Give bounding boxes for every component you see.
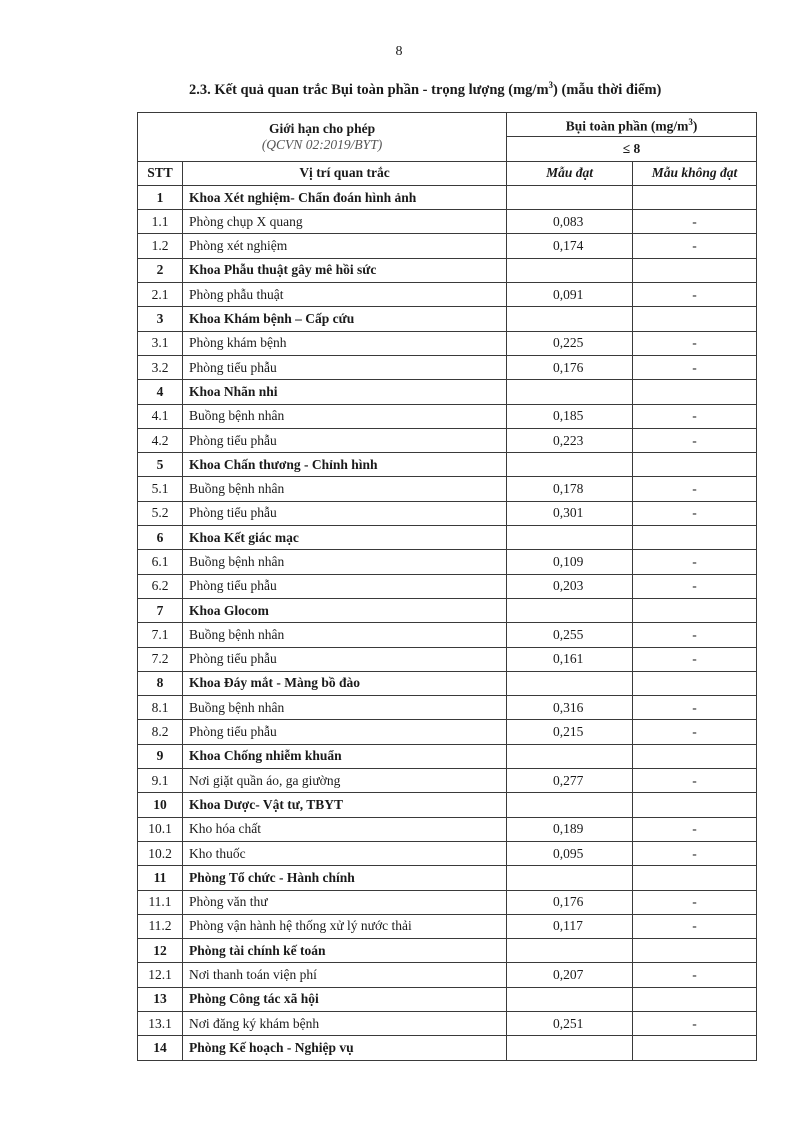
table-body [138, 113, 757, 1061]
location-cell: Nơi giặt quần áo, ga giường [183, 769, 507, 793]
stt-cell: 8.2 [138, 720, 183, 744]
stt-cell: 6.2 [138, 574, 183, 598]
pass-value-cell [507, 744, 633, 768]
table-row [138, 404, 757, 428]
stt-cell: 3.1 [138, 331, 183, 355]
location-cell: Khoa Dược- Vật tư, TBYT [183, 793, 507, 817]
pass-value-cell [507, 380, 633, 404]
fail-value-cell: - [633, 283, 757, 307]
fail-value-cell: - [633, 890, 757, 914]
fail-value-cell: - [633, 914, 757, 938]
fail-value-cell [633, 744, 757, 768]
fail-value-cell [633, 307, 757, 331]
stt-cell: 10.1 [138, 817, 183, 841]
stt-cell: 3 [138, 307, 183, 331]
table-group-row [138, 380, 757, 404]
location-cell: Phòng tiểu phẫu [183, 720, 507, 744]
stt-cell: 1.1 [138, 210, 183, 234]
header-row-limit [138, 113, 757, 137]
fail-value-cell: - [633, 550, 757, 574]
pass-value-cell [507, 793, 633, 817]
page-number: 8 [395, 44, 403, 59]
location-cell: Buồng bệnh nhân [183, 404, 507, 428]
fail-value-cell: - [633, 477, 757, 501]
pass-value-cell: 0,185 [507, 404, 633, 428]
pass-value-cell: 0,316 [507, 696, 633, 720]
table-row [138, 331, 757, 355]
location-cell: Phòng khám bệnh [183, 331, 507, 355]
fail-value-cell: - [633, 501, 757, 525]
pass-value-cell: 0,176 [507, 890, 633, 914]
header-row-columns [138, 161, 757, 185]
limit-label: Giới hạn cho phép [268, 120, 376, 136]
location-cell: Phòng tiểu phẫu [183, 501, 507, 525]
stt-cell: 2.1 [138, 283, 183, 307]
table-row [138, 720, 757, 744]
pass-value-cell [507, 866, 633, 890]
location-cell: Buồng bệnh nhân [183, 477, 507, 501]
stt-cell: 3.2 [138, 355, 183, 379]
table-row [138, 623, 757, 647]
table-row [138, 696, 757, 720]
fail-value-cell [633, 185, 757, 209]
fail-value-cell: - [633, 963, 757, 987]
table-row [138, 817, 757, 841]
limit-value-cell: ≤ 8 [507, 137, 757, 161]
table-row [138, 355, 757, 379]
table-group-row [138, 671, 757, 695]
table-row [138, 890, 757, 914]
pass-value-cell: 0,176 [507, 355, 633, 379]
stt-cell: 12 [138, 939, 183, 963]
fail-value-cell: - [633, 647, 757, 671]
stt-cell: 4 [138, 380, 183, 404]
location-cell: Phòng Công tác xã hội [183, 987, 507, 1011]
location-cell: Phòng Tổ chức - Hành chính [183, 866, 507, 890]
location-cell: Khoa Đáy mắt - Màng bồ đào [183, 671, 507, 695]
stt-cell: 5 [138, 453, 183, 477]
stt-cell: 13.1 [138, 1011, 183, 1035]
fail-value-cell: - [633, 355, 757, 379]
table-row [138, 841, 757, 865]
location-cell: Phòng tiểu phẫu [183, 355, 507, 379]
fail-value-cell [633, 258, 757, 282]
pass-value-cell [507, 1036, 633, 1060]
fail-value-cell [633, 1036, 757, 1060]
table-group-row [138, 258, 757, 282]
stt-cell: 9 [138, 744, 183, 768]
stt-cell: 10 [138, 793, 183, 817]
pass-value-cell [507, 307, 633, 331]
location-cell: Buồng bệnh nhân [183, 550, 507, 574]
dust-header-suffix: ) [692, 118, 698, 134]
fail-value-cell: - [633, 404, 757, 428]
pass-value-cell: 0,207 [507, 963, 633, 987]
stt-cell: 1.2 [138, 234, 183, 258]
fail-value-cell [633, 671, 757, 695]
pass-value-cell: 0,203 [507, 574, 633, 598]
table-group-row [138, 453, 757, 477]
location-cell: Phòng xét nghiệm [183, 234, 507, 258]
table-group-row [138, 793, 757, 817]
location-cell: Phòng phẫu thuật [183, 283, 507, 307]
dust-results-table [137, 112, 757, 1061]
stt-cell: 5.2 [138, 501, 183, 525]
pass-value-cell: 0,178 [507, 477, 633, 501]
section-title-text: 2.3. Kết quả quan trắc Bụi toàn phần - trọng lượng (mg/m [189, 81, 549, 98]
location-cell: Khoa Chấn thương - Chỉnh hình [183, 453, 507, 477]
location-cell: Khoa Phẫu thuật gây mê hồi sức [183, 258, 507, 282]
table-group-row [138, 1036, 757, 1060]
table-row [138, 963, 757, 987]
pass-value-cell: 0,161 [507, 647, 633, 671]
location-header: Vị trí quan trắc [183, 161, 507, 185]
fail-value-cell [633, 987, 757, 1011]
fail-value-cell [633, 453, 757, 477]
location-cell: Khoa Khám bệnh – Cấp cứu [183, 307, 507, 331]
pass-value-cell [507, 526, 633, 550]
fail-value-cell: - [633, 696, 757, 720]
pass-value-cell [507, 987, 633, 1011]
pass-value-cell: 0,189 [507, 817, 633, 841]
fail-value-cell: - [633, 210, 757, 234]
pass-value-cell: 0,277 [507, 769, 633, 793]
dust-header-text: Bụi toàn phần (mg/m [565, 118, 689, 134]
stt-cell: 13 [138, 987, 183, 1011]
table-row [138, 647, 757, 671]
pass-value-cell: 0,251 [507, 1011, 633, 1035]
table-group-row [138, 185, 757, 209]
location-cell: Kho hóa chất [183, 817, 507, 841]
location-cell: Phòng tài chính kế toán [183, 939, 507, 963]
table-group-row [138, 526, 757, 550]
fail-value-cell: - [633, 1011, 757, 1035]
pass-value-cell [507, 598, 633, 622]
location-cell: Phòng vận hành hệ thống xử lý nước thải [183, 914, 507, 938]
table-row [138, 283, 757, 307]
location-cell: Phòng văn thư [183, 890, 507, 914]
pass-value-cell: 0,225 [507, 331, 633, 355]
stt-cell: 7.1 [138, 623, 183, 647]
fail-value-cell: - [633, 817, 757, 841]
pass-value-cell: 0,091 [507, 283, 633, 307]
section-title [189, 80, 661, 99]
table-row [138, 501, 757, 525]
pass-value-cell [507, 939, 633, 963]
stt-cell: 10.2 [138, 841, 183, 865]
location-cell: Nơi đăng ký khám bệnh [183, 1011, 507, 1035]
fail-value-cell: - [633, 331, 757, 355]
location-cell: Phòng Kế hoạch - Nghiệp vụ [183, 1036, 507, 1060]
location-cell: Khoa Nhãn nhi [183, 380, 507, 404]
stt-cell: 6.1 [138, 550, 183, 574]
stt-cell: 11 [138, 866, 183, 890]
dust-header-superscript: 3 [688, 117, 693, 128]
stt-cell: 6 [138, 526, 183, 550]
fail-value-cell [633, 939, 757, 963]
location-cell: Kho thuốc [183, 841, 507, 865]
fail-value-cell [633, 866, 757, 890]
stt-cell: 8.1 [138, 696, 183, 720]
location-cell: Phòng tiểu phẫu [183, 647, 507, 671]
stt-cell: 11.1 [138, 890, 183, 914]
pass-value-cell: 0,255 [507, 623, 633, 647]
location-cell: Buồng bệnh nhân [183, 623, 507, 647]
location-cell: Khoa Xét nghiệm- Chẩn đoán hình ảnh [183, 185, 507, 209]
location-cell: Khoa Glocom [183, 598, 507, 622]
stt-cell: 2 [138, 258, 183, 282]
pass-value-cell: 0,117 [507, 914, 633, 938]
fail-value-cell: - [633, 623, 757, 647]
table-row [138, 1011, 757, 1035]
pass-value-cell [507, 258, 633, 282]
stt-cell: 8 [138, 671, 183, 695]
table-group-row [138, 598, 757, 622]
table-row [138, 428, 757, 452]
table-row [138, 769, 757, 793]
table-row [138, 914, 757, 938]
table-row [138, 550, 757, 574]
pass-value-cell: 0,215 [507, 720, 633, 744]
table-row [138, 210, 757, 234]
location-cell: Phòng chụp X quang [183, 210, 507, 234]
table-group-row [138, 866, 757, 890]
stt-cell: 7 [138, 598, 183, 622]
pass-value-cell: 0,109 [507, 550, 633, 574]
fail-value-cell [633, 380, 757, 404]
limit-standard: (QCVN 02:2019/BYT) [261, 136, 383, 152]
location-cell: Khoa Chống nhiễm khuẩn [183, 744, 507, 768]
table-group-row [138, 307, 757, 331]
pass-value-cell: 0,083 [507, 210, 633, 234]
pass-value-cell: 0,174 [507, 234, 633, 258]
fail-value-cell: - [633, 574, 757, 598]
stt-cell: 4.1 [138, 404, 183, 428]
fail-value-cell [633, 793, 757, 817]
pass-value-cell: 0,095 [507, 841, 633, 865]
stt-cell: 1 [138, 185, 183, 209]
location-cell: Phòng tiểu phẫu [183, 428, 507, 452]
stt-header: STT [138, 161, 183, 185]
fail-value-cell [633, 526, 757, 550]
pass-value-cell [507, 185, 633, 209]
pass-header: Mẫu đạt [507, 161, 633, 185]
table-row [138, 234, 757, 258]
location-cell: Phòng tiểu phẫu [183, 574, 507, 598]
section-title-superscript: 3 [548, 80, 554, 90]
dust-header-cell [507, 113, 757, 137]
pass-value-cell [507, 671, 633, 695]
fail-value-cell: - [633, 720, 757, 744]
fail-value-cell: - [633, 428, 757, 452]
location-cell: Nơi thanh toán viện phí [183, 963, 507, 987]
limit-header-cell [138, 113, 507, 162]
table-row [138, 574, 757, 598]
fail-value-cell: - [633, 841, 757, 865]
stt-cell: 14 [138, 1036, 183, 1060]
table-group-row [138, 744, 757, 768]
table-group-row [138, 987, 757, 1011]
stt-cell: 7.2 [138, 647, 183, 671]
fail-value-cell: - [633, 769, 757, 793]
table-group-row [138, 939, 757, 963]
stt-cell: 4.2 [138, 428, 183, 452]
stt-cell: 5.1 [138, 477, 183, 501]
location-cell: Buồng bệnh nhân [183, 696, 507, 720]
pass-value-cell [507, 453, 633, 477]
stt-cell: 9.1 [138, 769, 183, 793]
pass-value-cell: 0,301 [507, 501, 633, 525]
table-row [138, 477, 757, 501]
fail-value-cell: - [633, 234, 757, 258]
fail-value-cell [633, 598, 757, 622]
stt-cell: 11.2 [138, 914, 183, 938]
section-title-suffix: ) (mẫu thời điểm) [553, 81, 662, 98]
fail-header: Mẫu không đạt [633, 161, 757, 185]
pass-value-cell: 0,223 [507, 428, 633, 452]
location-cell: Khoa Kết giác mạc [183, 526, 507, 550]
stt-cell: 12.1 [138, 963, 183, 987]
